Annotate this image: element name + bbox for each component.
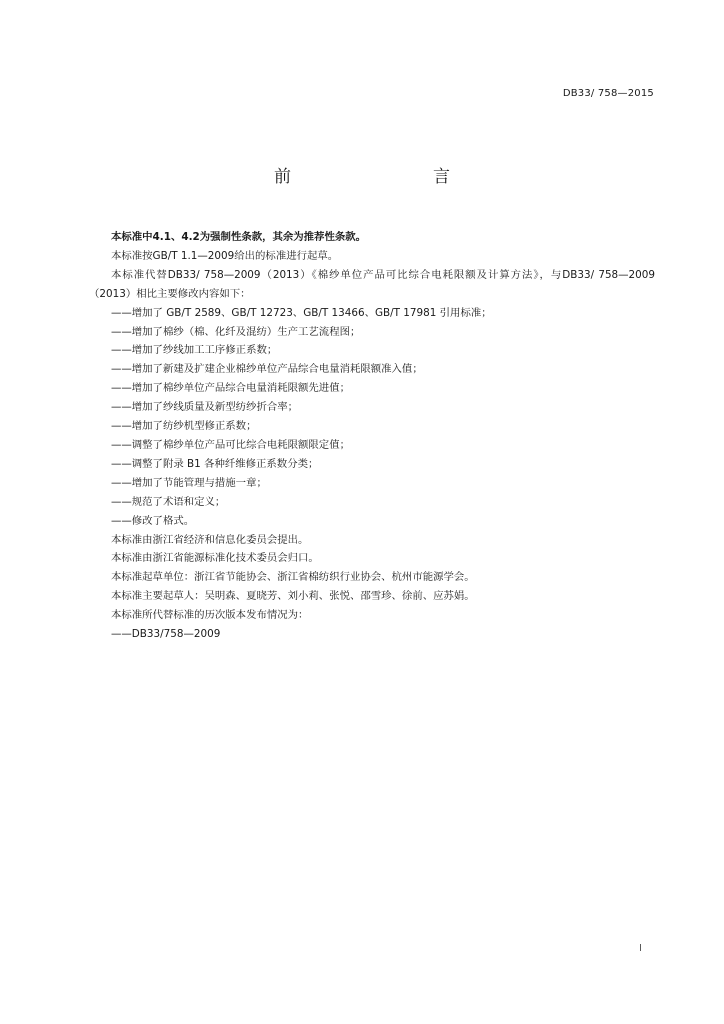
change-item: ——增加了棉纱单位产品综合电量消耗限额先进值； — [111, 382, 350, 395]
change-item: ——增加了节能管理与措施一章； — [111, 476, 267, 489]
page-number: I — [639, 943, 642, 954]
change-item: ——调整了附录 B1 各种纤维修正系数分类； — [111, 457, 319, 470]
change-item: ——增加了纺纱机型修正系数； — [111, 420, 257, 433]
paragraph-replacement: 本标准代替DB33/ 758—2009（2013）《棉纱单位产品可比综合电耗限额及计算方法》，与DB33/ 758—2009（2013）相比主要修改内容如下： — [89, 268, 655, 300]
change-item: ——增加了新建及扩建企业棉纱单位产品综合电量消耗限额准入值； — [111, 363, 423, 376]
change-item: ——增加了纱线质量及新型纺纱折合率； — [111, 401, 299, 414]
paragraph-previous-editions: 本标准所代替标准的历次版本发布情况为： — [111, 609, 309, 622]
paragraph-centralized-by: 本标准由浙江省能源标准化技术委员会归口。 — [111, 552, 319, 565]
paragraph-mandatory-clauses: 本标准中4.1、4.2为强制性条款，其余为推荐性条款。 — [111, 231, 367, 243]
standard-code: DB33/ 758—2015 — [562, 88, 654, 99]
change-item: ——增加了 GB/T 2589、GB/T 12723、GB/T 13466、GB/T 17981 引用标准； — [111, 306, 492, 319]
paragraph-drafting-units: 本标准起草单位：浙江省节能协会、浙江省棉纺织行业协会、杭州市能源学会。 — [111, 571, 475, 584]
page-title: 前 言 — [274, 167, 486, 187]
change-item: ——规范了术语和定义； — [111, 495, 226, 508]
change-item: ——增加了纱线加工工序修正系数； — [111, 344, 278, 357]
change-item: ——增加了棉纱（棉、化纤及混纺）生产工艺流程图； — [111, 325, 361, 338]
foreword-body — [89, 228, 655, 644]
previous-edition-item: ——DB33/758—2009 — [111, 628, 221, 641]
change-item: ——修改了格式。 — [111, 514, 195, 527]
change-item: ——调整了棉纱单位产品可比综合电耗限额限定值； — [111, 438, 350, 451]
paragraph-drafters: 本标准主要起草人：吴明森、夏晓芳、刘小莉、张悦、邵雪珍、徐前、应苏娟。 — [111, 590, 475, 603]
paragraph-proposer: 本标准由浙江省经济和信息化委员会提出。 — [111, 533, 309, 546]
paragraph-drafting-basis: 本标准按GB/T 1.1—2009给出的标准进行起草。 — [111, 249, 339, 262]
